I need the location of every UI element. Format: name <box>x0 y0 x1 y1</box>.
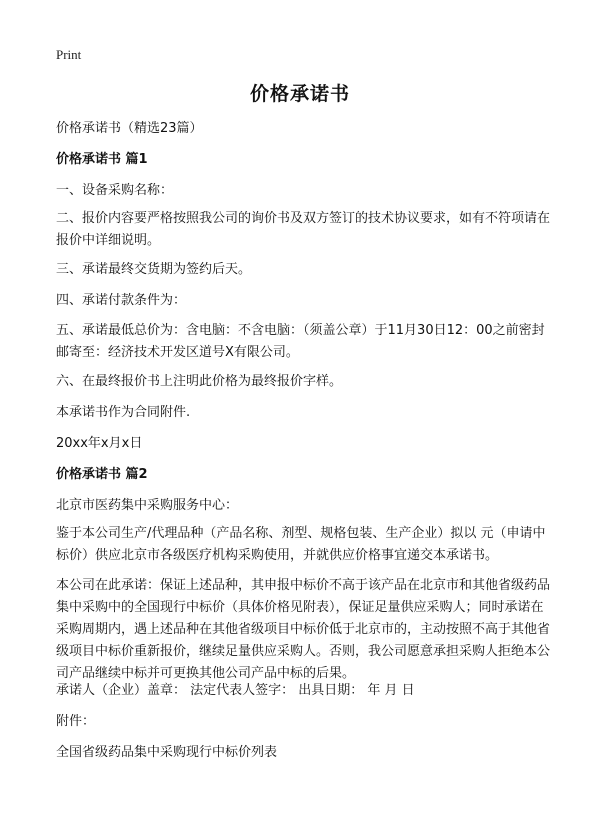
section-2-heading: 价格承诺书 篇2 <box>56 467 148 482</box>
section-1-item-4: 四、承诺付款条件为： <box>56 293 187 308</box>
section-1-item-1: 一、设备采购名称： <box>56 183 174 198</box>
section-2-signature-line: 承诺人（企业）盖章： 法定代表人签字： 出具日期： 年 月 日 <box>56 683 415 698</box>
section-1-item-2: 二、报价内容要严格按照我公司的询价书及双方签订的技术协议要求，如有不符项请在报价中详细说明。 <box>56 211 551 248</box>
section-2-addressee: 北京市医药集中采购服务中心： <box>56 498 239 513</box>
section-2-paragraph-2: 本公司在此承诺：保证上述品种，其申报中标价不高于该产品在北京市和其他省级药品集中采购中的全国现行中标价（具体价格见附表），保证足量供应采购人；同时承诺在采购周期内，遇上述品种在其他省级项目中标价低于北京市的，主动按照不高于其他省级项目中标价重新报价，继续足量供应采购人。否则，我公司愿意承担采购人拒绝本公司产品继续中标并可更换其他公司产品中标的后果。 <box>56 578 551 681</box>
section-1-date: 20xx年x月x日 <box>56 436 143 451</box>
section-2-attachment-label: 附件： <box>56 714 96 729</box>
section-2-paragraph-1: 鉴于本公司生产/代理品种（产品名称、剂型、规格包装、生产企业）拟以 元（申请中标价）供应北京市各级医疗机构采购使用，并就供应价格事宜递交本承诺书。 <box>56 526 546 563</box>
section-2-attachment-title: 全国省级药品集中采购现行中标价列表 <box>56 745 278 760</box>
section-1-item-5: 五、承诺最低总价为：含电脑：不含电脑：（须盖公章）于11月30日12：00之前密封邮寄至：经济技术开发区道号X有限公司。 <box>56 323 545 360</box>
document-subtitle: 价格承诺书（精选23篇） <box>56 121 203 136</box>
section-1-heading: 价格承诺书 篇1 <box>56 152 148 167</box>
print-label: Print <box>56 47 82 62</box>
section-1-item-6: 六、在最终报价书上注明此价格为最终报价字样。 <box>56 374 343 389</box>
document-title: 价格承诺书 <box>249 83 350 105</box>
section-1-note: 本承诺书作为合同附件. <box>56 405 191 420</box>
section-1-item-3: 三、承诺最终交货期为签约后天。 <box>56 262 252 277</box>
